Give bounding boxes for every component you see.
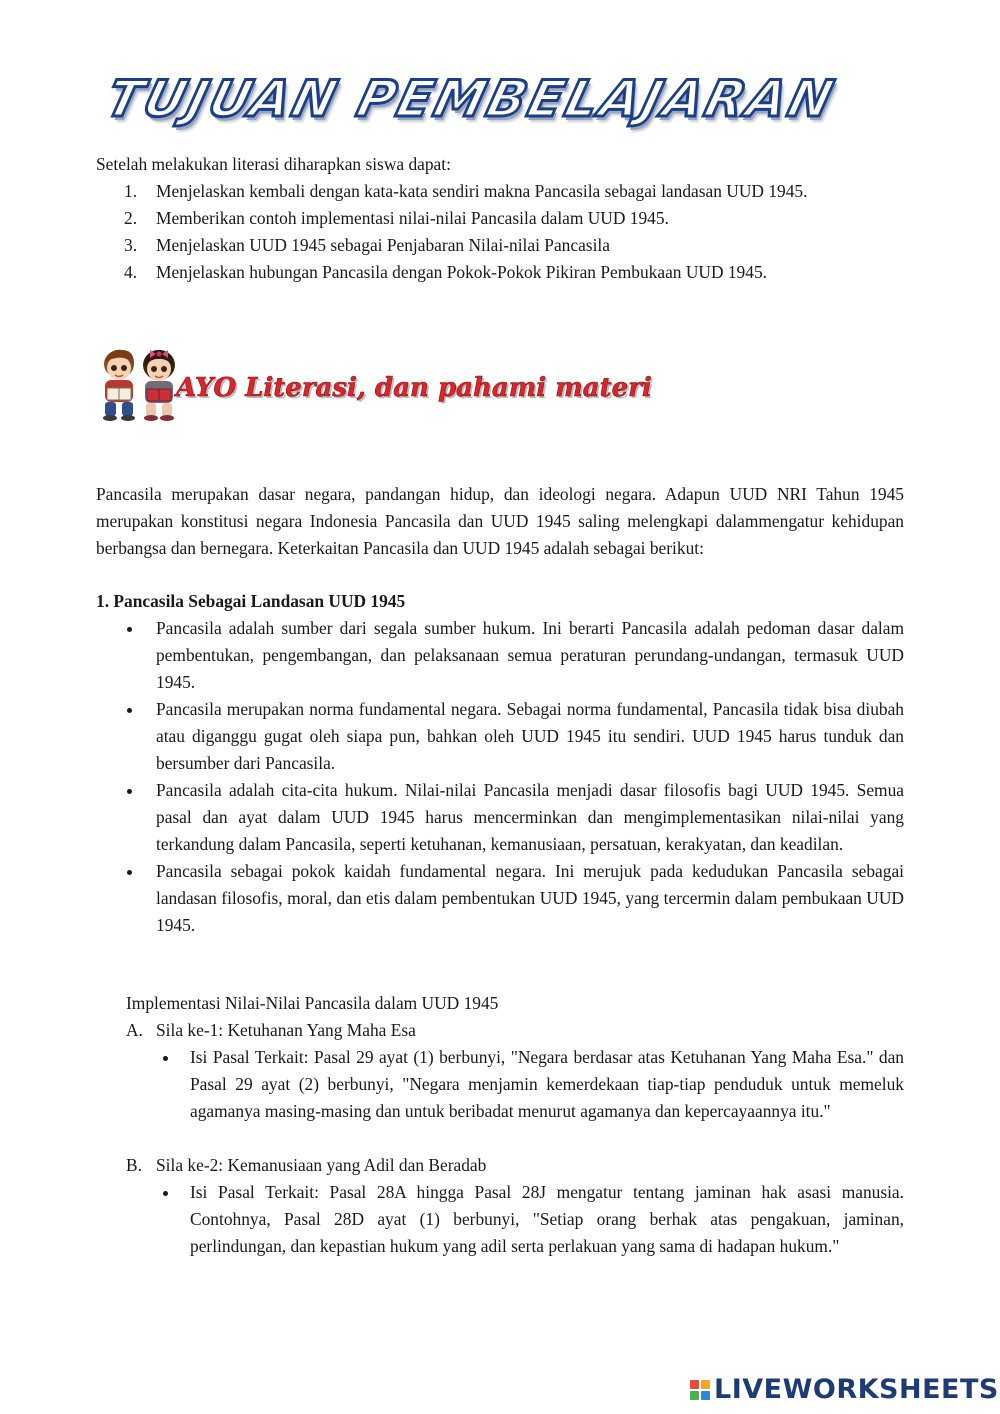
sila-2-item: Isi Pasal Terkait: Pasal 28A hingga Pasal 28J mengatur tentang jaminan hak asasi manusia. Contohnya, Pasal 28D ayat (1) berbunyi, "Setiap orang berhak atas pengakuan, jaminan, perlindungan, dan kepastian hukum yang adil serta perlakuan yang sama di hadapan hukum.": [190, 1179, 904, 1260]
objective-item: [96, 178, 807, 205]
objective-text: Menjelaskan hubungan Pancasila dengan Pokok-Pokok Pikiran Pembukaan UUD 1945.: [156, 262, 767, 282]
logo-square: [701, 1380, 710, 1389]
intro-paragraph: Pancasila merupakan dasar negara, pandangan hidup, dan ideologi negara. Adapun UUD NRI Tahun 1945 merupakan konstitusi negara Indonesia Pancasila dan UUD 1945 saling melengkapi dalammengatur kehidupan berbangsa dan bernegara. Keterkaitan Pancasila dan UUD 1945 adalah sebagai berikut:: [96, 484, 904, 558]
section-heading: 1. Pancasila Sebagai Landasan UUD 1945: [96, 591, 406, 611]
banner-text: AYO Literasi, dan pahami materi: [176, 373, 652, 403]
objective-item: [96, 232, 807, 259]
sila-1-item: Isi Pasal Terkait: Pasal 29 ayat (1) berbunyi, "Negara berdasar atas Ketuhanan Yang Maha Esa." dan Pasal 29 ayat (2) berbunyi, "Negara menjamin kemerdekaan tiap-tiap penduduk untuk memeluk agamanya masing-masing dan untuk beribadat menurut agamanya dan kepercayaannya itu.": [190, 1044, 904, 1125]
objectives-list: [96, 178, 807, 286]
sila-title: Sila ke-1: Ketuhanan Yang Maha Esa: [156, 1020, 416, 1040]
objective-item: [96, 205, 807, 232]
objective-number: 3.: [124, 235, 138, 255]
bullet-item: Pancasila adalah cita-cita hukum. Nilai-nilai Pancasila menjadi dasar filosofis bagi UUD 1945. Semua pasal dan ayat dalam UUD 1945 harus mencerminkan dan mengimplementasikan nilai-nilai yang terkandung dalam Pancasila, seperti ketuhanan, kemanusiaan, persatuan, kerakyatan, dan keadilan.: [156, 777, 904, 858]
sila-1-label: [126, 1017, 416, 1044]
logo-square: [690, 1380, 699, 1389]
objective-text: Menjelaskan kembali dengan kata-kata sendiri makna Pancasila sebagai landasan UUD 1945.: [156, 181, 808, 201]
logo-text: LIVEWORKSHEETS: [714, 1374, 999, 1405]
bullet-item: Pancasila sebagai pokok kaidah fundamental negara. Ini merujuk pada kedudukan Pancasila sebagai landasan filosofis, moral, dan etis dalam pembentukan UUD 1945, yang tercermin dalam pembukaan UUD 1945.: [156, 858, 904, 939]
logo-square: [701, 1391, 710, 1400]
objective-number: 2.: [124, 208, 138, 228]
sila-title: Sila ke-2: Kemanusiaan yang Adil dan Beradab: [156, 1155, 487, 1175]
sila-letter: A.: [126, 1020, 143, 1040]
objective-number: 1.: [124, 181, 138, 201]
liveworksheets-logo[interactable]: [690, 1372, 999, 1408]
intro-text: Setelah melakukan literasi diharapkan siswa dapat:: [96, 154, 451, 174]
logo-mark-icon: [690, 1380, 710, 1400]
objective-text: Memberikan contoh implementasi nilai-nilai Pancasila dalam UUD 1945.: [156, 208, 669, 228]
logo-square: [690, 1391, 699, 1400]
section-bullets: [156, 615, 904, 939]
bullet-item: Pancasila merupakan norma fundamental negara. Sebagai norma fundamental, Pancasila tidak bisa diubah atau diganggu gugat oleh siapa pun, bahkan oleh UUD 1945 itu sendiri. UUD 1945 harus tunduk dan bersumber dari Pancasila.: [156, 696, 904, 777]
literacy-banner: [94, 340, 652, 424]
implementation-title: Implementasi Nilai-Nilai Pancasila dalam UUD 1945: [126, 993, 499, 1013]
sila-letter: B.: [126, 1155, 142, 1175]
objective-text: Menjelaskan UUD 1945 sebagai Penjabaran Nilai-nilai Pancasila: [156, 235, 610, 255]
objective-number: 4.: [124, 262, 138, 282]
page-title: TUJUAN PEMBELAJARAN: [100, 70, 842, 128]
objective-item: [96, 259, 807, 286]
sila-2-label: [126, 1152, 486, 1179]
bullet-item: Pancasila adalah sumber dari segala sumber hukum. Ini berarti Pancasila adalah pedoman dasar dalam pembentukan, pengembangan, dan pelaksanaan semua peraturan perundang-undangan, termasuk UUD 1945.: [156, 615, 904, 696]
